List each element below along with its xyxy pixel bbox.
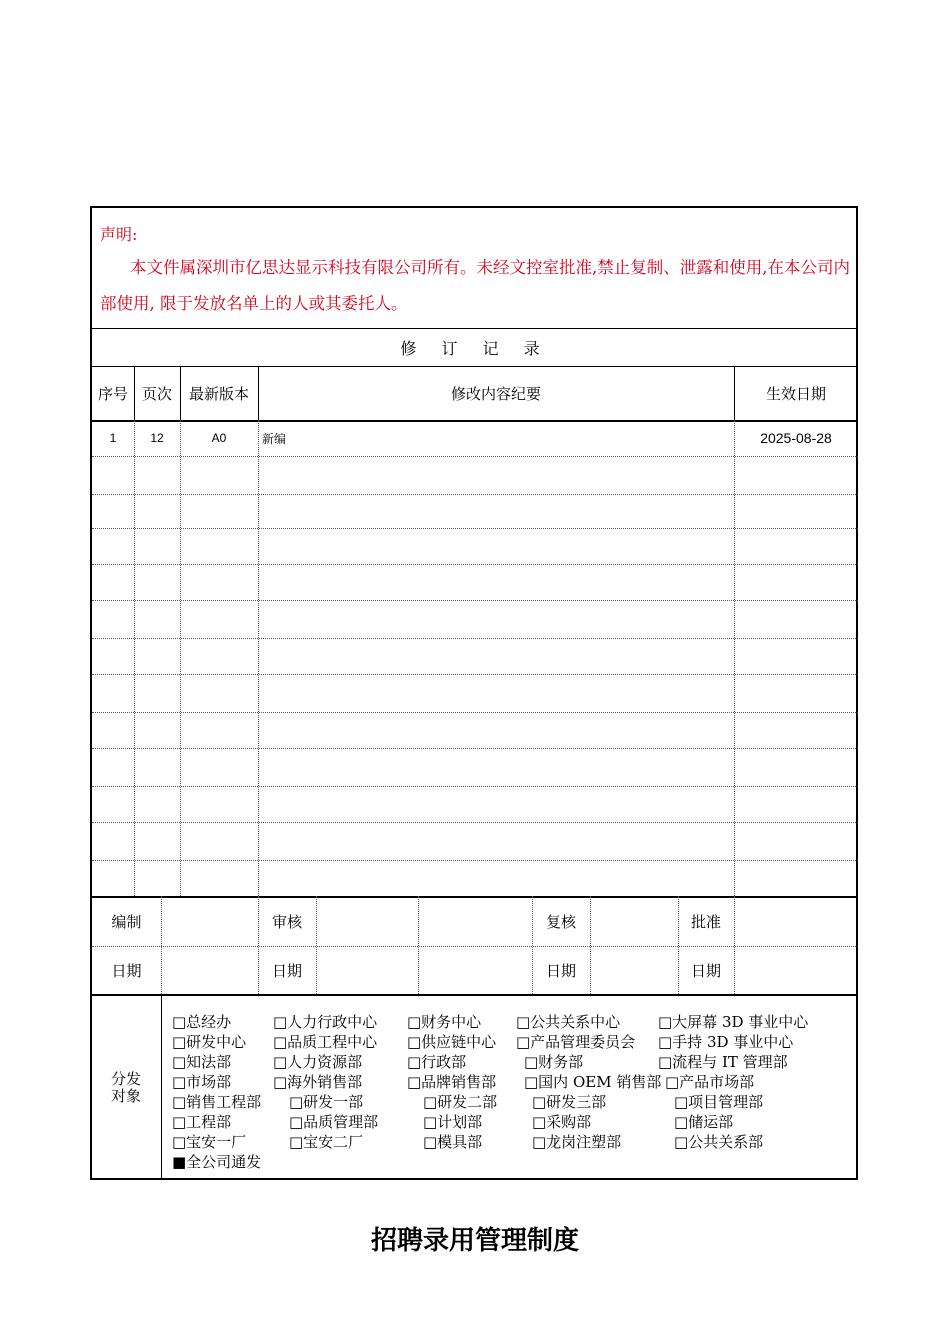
dist-checkbox[interactable]: □宝安二厂 xyxy=(289,1133,364,1151)
sign-dot-6 xyxy=(590,896,591,994)
label-date-recheck: 日期 xyxy=(545,961,576,980)
label-prepare: 编制 xyxy=(111,912,142,931)
document-title: 招聘录用管理制度 xyxy=(370,1226,579,1256)
dist-checkbox[interactable]: □品质管理部 xyxy=(289,1113,379,1131)
revision-row-divider xyxy=(92,528,858,529)
dist-checkbox[interactable]: □海外销售部 xyxy=(273,1073,363,1091)
header-page: 页次 xyxy=(141,384,172,403)
dist-checkbox[interactable]: □大屏幕 3D 事业中心 xyxy=(658,1013,809,1031)
dist-checkbox[interactable]: □知法部 xyxy=(172,1053,232,1071)
revision-row-divider xyxy=(92,786,858,787)
revision-row-divider xyxy=(92,860,858,861)
revision-row-divider xyxy=(92,674,858,675)
dist-checkbox[interactable]: □行政部 xyxy=(407,1053,467,1071)
dist-checkbox[interactable]: □工程部 xyxy=(172,1113,232,1131)
dist-checkbox[interactable]: □财务中心 xyxy=(407,1013,482,1031)
dist-checkbox[interactable]: □品质工程中心 xyxy=(273,1033,378,1051)
label-approve: 批准 xyxy=(690,912,721,931)
dist-checkbox[interactable]: □研发一部 xyxy=(289,1093,364,1111)
dist-checkbox[interactable]: □研发中心 xyxy=(172,1033,247,1051)
declaration-body: 本文件属深圳市亿思达显示科技有限公司所有。未经文控室批准,禁止复制、泄露和使用,在本公司内部使用, 限于发放名单上的人或其委托人。 xyxy=(100,258,850,313)
label-recheck: 复核 xyxy=(545,912,576,931)
dist-checkbox[interactable]: □总经办 xyxy=(172,1013,232,1031)
dist-checkbox[interactable]: □公共关系部 xyxy=(674,1133,764,1151)
dist-checkbox[interactable]: □国内 OEM 销售部 xyxy=(524,1073,662,1091)
revision-row-divider xyxy=(92,494,858,495)
revision-row-divider xyxy=(92,822,858,823)
sign-dot-8 xyxy=(734,896,735,994)
row-date: 2025-08-28 xyxy=(760,430,832,446)
divider-revision-end xyxy=(92,896,858,898)
row-page: 12 xyxy=(150,431,164,445)
row-version: A0 xyxy=(211,431,227,445)
dist-checkbox[interactable]: □流程与 IT 管理部 xyxy=(658,1053,788,1071)
revision-row-divider xyxy=(92,600,858,601)
revision-title: 修 订 记 录 xyxy=(400,338,550,358)
header-version: 最新版本 xyxy=(188,384,249,403)
dist-checkbox[interactable]: □宝安一厂 xyxy=(172,1133,247,1151)
distribution-label-line2: 对象 xyxy=(110,1087,141,1105)
dist-checkbox[interactable]: □模具部 xyxy=(423,1133,483,1151)
label-date-prepare: 日期 xyxy=(111,961,142,980)
divider-signoff-mid xyxy=(92,946,858,947)
dist-divider xyxy=(161,994,162,1180)
dist-checkbox[interactable]: □销售工程部 xyxy=(172,1093,262,1111)
dist-checkbox[interactable]: □财务部 xyxy=(524,1053,584,1071)
revision-row-divider xyxy=(92,564,858,565)
col-dot-4 xyxy=(734,420,735,896)
document-control-form xyxy=(90,206,858,1180)
sign-dot-4 xyxy=(418,896,419,994)
dist-checkbox[interactable]: □公共关系中心 xyxy=(516,1013,621,1031)
dist-checkbox[interactable]: □人力行政中心 xyxy=(273,1013,378,1031)
header-summary: 修改内容纪要 xyxy=(450,384,541,403)
dist-checkbox-all[interactable]: ■全公司通发 xyxy=(172,1153,262,1171)
declaration-title: 声明: xyxy=(100,225,138,244)
row-seq: 1 xyxy=(109,431,117,445)
label-review: 审核 xyxy=(271,912,302,931)
distribution-label-line1: 分发 xyxy=(110,1070,141,1088)
dist-checkbox[interactable]: □品牌销售部 xyxy=(407,1073,497,1091)
col-dot-3 xyxy=(258,420,259,896)
dist-checkbox[interactable]: □采购部 xyxy=(532,1113,592,1131)
distribution-label xyxy=(92,996,160,1180)
label-date-review: 日期 xyxy=(271,961,302,980)
dist-checkbox[interactable]: □手持 3D 事业中心 xyxy=(658,1033,794,1051)
col-dot-1 xyxy=(134,420,135,896)
dist-checkbox[interactable]: □产品管理委员会 xyxy=(516,1033,636,1051)
dist-checkbox[interactable]: □市场部 xyxy=(172,1073,232,1091)
dist-checkbox[interactable]: □人力资源部 xyxy=(273,1053,363,1071)
dist-checkbox[interactable]: □储运部 xyxy=(674,1113,734,1131)
header-date: 生效日期 xyxy=(765,384,826,403)
dist-checkbox[interactable]: □计划部 xyxy=(423,1113,483,1131)
header-seq: 序号 xyxy=(97,384,128,403)
dist-checkbox[interactable]: □供应链中心 xyxy=(407,1033,497,1051)
revision-row-divider xyxy=(92,638,858,639)
revision-row-divider xyxy=(92,712,858,713)
sign-dot-3 xyxy=(316,896,317,994)
sign-dot-1 xyxy=(161,896,162,994)
dist-checkbox[interactable]: □研发二部 xyxy=(423,1093,498,1111)
divider-signoff-end xyxy=(92,994,858,996)
row-summary: 新编 xyxy=(262,431,287,446)
revision-row-divider xyxy=(92,748,858,749)
dist-checkbox[interactable]: □龙岗注塑部 xyxy=(532,1133,622,1151)
label-date-approve: 日期 xyxy=(690,961,721,980)
dist-checkbox[interactable]: □项目管理部 xyxy=(674,1093,764,1111)
dist-checkbox[interactable]: □产品市场部 xyxy=(665,1073,755,1091)
revision-row-divider xyxy=(92,456,858,457)
col-dot-2 xyxy=(180,420,181,896)
dist-checkbox[interactable]: □研发三部 xyxy=(532,1093,607,1111)
